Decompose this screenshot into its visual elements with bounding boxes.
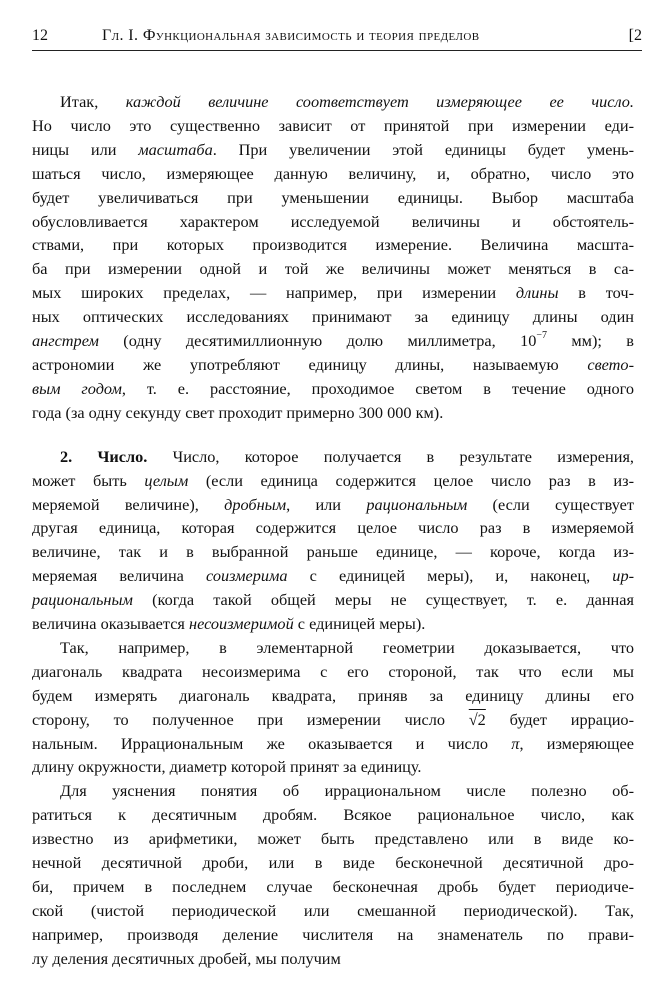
text-line: ствами, при которых производится измерение. Величина масшта- <box>32 235 634 255</box>
pi-symbol: π <box>511 733 520 753</box>
emphasis: целым <box>144 470 189 490</box>
emphasis: ир- <box>612 566 634 586</box>
text-line: будем измерять диагональ квадрата, приняв за единицу длины его <box>32 685 634 705</box>
running-header <box>32 22 642 51</box>
text-line: Так, например, в элементарной геометрии доказывается, что <box>60 637 634 657</box>
paragraph-3 <box>32 636 634 779</box>
text-line: Но число это существенно зависит от принятой при измерении еди- <box>32 115 634 135</box>
paragraph-1 <box>32 90 634 425</box>
sqrt-two: √2 <box>468 709 486 729</box>
text-line: величина оказывается несоизмеримой с единицей меры). <box>32 614 426 634</box>
section-heading: 2. Число. <box>60 446 148 466</box>
text-line: ницы или масштаба. При увеличении этой единицы будет умень- <box>32 139 634 159</box>
text-line: ской (чистой периодической или смешанной периодической). Так, <box>32 900 634 920</box>
text-line: шаться число, измеряющее данную величину, и, обратно, число это <box>32 163 634 183</box>
text-line: мых широких пределах, — например, при измерении длины в точ- <box>32 283 634 303</box>
emphasis: соизмерима <box>206 566 288 586</box>
text-line: величине, так и в выбранной раньше единице, — короче, когда из- <box>32 542 634 562</box>
text-line: вым годом, т. е. расстояние, проходимое светом в течение одного <box>32 378 634 398</box>
emphasis: масштаба <box>138 139 213 159</box>
emphasis: рациональным <box>366 494 468 514</box>
text-line: сторону, то полученное при измерении число √2 будет иррацио- <box>32 709 634 729</box>
emphasis: рациональным <box>32 590 133 610</box>
chapter-title: Гл. I. Функциональная зависимость и теория пределов <box>102 27 480 44</box>
text-line: би, причем в последнем случае бесконечная дробь будет периодиче- <box>32 877 634 896</box>
section-number: [2 <box>628 27 642 44</box>
text-line: меряемая величина соизмерима с единицей меры), и, наконец, ир- <box>32 566 634 586</box>
emphasis: каждой величине соответствует измеряющее ее число. <box>125 92 634 111</box>
text-line: длину окружности, диаметр которой принят за единицу. <box>32 757 422 777</box>
emphasis: свето- <box>587 354 634 374</box>
text-line: нечной десятичной дроби, или в виде бесконечной десятичной дро- <box>32 853 634 873</box>
text-line: будет увеличиваться при уменьшении единицы. Выбор масштаба <box>32 187 634 207</box>
emphasis: дробным <box>224 494 287 514</box>
emphasis: вым годом <box>32 378 122 398</box>
text-line: например, производя деление числителя на знаменатель по прави- <box>32 924 634 944</box>
emphasis: ангстрем <box>32 331 99 351</box>
text-line: обусловливается характером исследуемой величины и обстоятель- <box>32 211 634 231</box>
text-line: года (за одну секунду свет проходит примерно 300 000 км). <box>32 402 444 422</box>
text-line: ных оптических исследованиях принимают за единицу длины один <box>32 307 634 327</box>
text-line: нальным. Иррациональным же оказывается и число π, измеряющее <box>32 733 634 753</box>
page-body <box>32 90 634 971</box>
text-line: Итак, каждой величине соответствует измеряющее ее число. <box>60 92 634 111</box>
emphasis: несоизмеримой <box>189 614 294 634</box>
paragraph-2 <box>32 445 634 636</box>
text-line: меряемой величине), дробным, или рациональным (если существует <box>32 494 635 514</box>
text-line: ба при измерении одной и той же величины может меняться в са- <box>32 259 634 279</box>
text-line: астрономии же употребляют единицу длины, называемую свето- <box>32 354 634 374</box>
text-line: Для уяснения понятия об иррациональном числе полезно об- <box>60 781 634 801</box>
text-line: рациональным (когда такой общей меры не существует, т. е. данная <box>32 590 634 610</box>
text-line: другая единица, которая содержится целое число раз в измеряемой <box>32 518 634 538</box>
paragraph-4 <box>32 779 634 970</box>
text-line: ангстрем (одну десятимиллионную долю миллиметра, $10^{-7}$ мм); в <box>32 329 634 351</box>
text-line: 2. Число. Число, которое получается в результате измерения, <box>60 446 635 466</box>
text-line: диагональ квадрата несоизмерима с его стороной, так что если мы <box>32 661 634 681</box>
page-number: 12 <box>32 27 48 44</box>
text-line: ратиться к десятичным дробям. Всякое рациональное число, как <box>32 805 634 825</box>
text-line: может быть целым (если единица содержится целое число раз в из- <box>32 470 634 490</box>
text-line: лу деления десятичных дробей, мы получим <box>32 948 341 968</box>
emphasis: длины <box>515 283 559 303</box>
text-line: известно из арифметики, может быть представлено или в виде ко- <box>32 829 634 849</box>
exponent: −7 <box>536 329 547 341</box>
